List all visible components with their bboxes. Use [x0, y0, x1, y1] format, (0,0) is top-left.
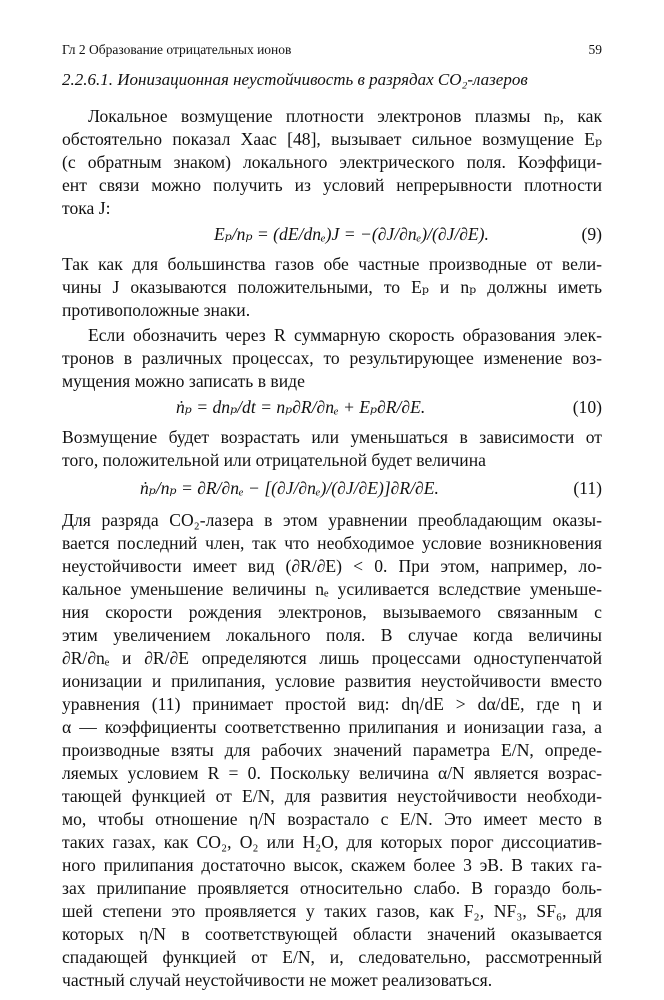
text-line: Для разряда CO₂-лазера в этом уравнении преобладающим оказы- [62, 510, 602, 530]
text-line: Локальное возмущение плотности электронов плазмы nₚ, как [88, 106, 602, 126]
equation-11-number: (11) [573, 478, 602, 498]
text-line: тающей функцией от E/N, для развития неустойчивости необходи- [62, 786, 602, 806]
text-line: частный случай неустойчивости не может реализоваться. [62, 970, 493, 990]
chapter-title: Гл 2 Образование отрицательных ионов [62, 42, 292, 57]
page-number: 59 [588, 42, 602, 57]
text-line: ния скорости рождения электронов, вызываемого связанным с [62, 602, 602, 622]
equation-10: ṅₚ = dnₚ/dt = nₚ∂R/∂nₑ + Eₚ∂R/∂E. [176, 397, 426, 417]
text-line: мо, чтобы отношение η/N возрастало с E/N. Это имеет место в [62, 809, 602, 829]
text-line: Возмущение будет возрастать или уменьшаться в зависимости от [62, 427, 602, 447]
text-line: производные взяты для рабочих значений параметра E/N, опреде- [62, 740, 602, 760]
text-line: таких газах, как CO₂, O₂ или H₂O, для которых порог диссоциатив- [62, 832, 602, 852]
text-line: (с обратным знаком) локального электрического поля. Коэффици- [62, 152, 602, 172]
text-line: неустойчивости имеет вид (∂R/∂E) < 0. При этом, например, ло- [62, 556, 602, 576]
text-line: кальное уменьшение величины nₑ усиливается вследствие уменьше- [62, 579, 602, 599]
text-line: ного прилипания достаточно высок, скажем более 3 эВ. В таких га- [62, 855, 602, 875]
text-line: Так как для большинства газов обе частные производные от вели- [62, 254, 602, 274]
text-line: уравнения (11) принимает простой вид: dη/dE > dα/dE, где η и [62, 694, 602, 714]
text-line: ∂R/∂nₑ и ∂R/∂E определяются лишь процессами одноступенчатой [62, 648, 602, 668]
text-line: того, положительной или отрицательной будет величина [62, 450, 486, 470]
text-line: зах прилипание проявляется относительно слабо. В гораздо боль- [62, 878, 602, 898]
text-line: тока J: [62, 198, 111, 218]
text-line: чины J оказываются положительными, то Eₚ и nₚ должны иметь [62, 277, 602, 297]
text-line: мущения можно записать в виде [62, 371, 305, 391]
running-header [62, 42, 602, 58]
section-title: 2.2.6.1. Ионизационная неустойчивость в разрядах CO₂-лазеров [62, 70, 528, 89]
text-line: ионизации и прилипания, условие развития неустойчивости вместо [62, 671, 602, 691]
text-line: этим увеличением локального поля. В случае когда величины [62, 625, 602, 645]
text-line: шей степени это проявляется у таких газов, как F₂, NF₃, SF₆, для [62, 901, 602, 921]
equation-10-number: (10) [572, 397, 602, 417]
text-line: Если обозначить через R суммарную скорость образования элек- [88, 325, 602, 345]
text-line: обстоятельно показал Хаас [48], вызывает сильное возмущение Eₚ [62, 129, 602, 149]
text-line: вается последний член, так что необходимое условие возникновения [62, 533, 602, 553]
equation-9-number: (9) [581, 224, 602, 244]
text-line: противоположные знаки. [62, 300, 251, 320]
text-line: ент связи можно получить из условий непрерывности плотности [62, 175, 602, 195]
text-line: α — коэффициенты соответственно прилипания и ионизации газа, а [62, 717, 602, 737]
equation-9: Eₚ/nₚ = (dE/dnₑ)J = −(∂J/∂nₑ)/(∂J/∂E). [214, 224, 489, 244]
text-line: которых η/N в соответствующей области значений оказывается [62, 924, 602, 944]
equation-11: ṅₚ/nₚ = ∂R/∂nₑ − [(∂J/∂nₑ)/(∂J/∂E)]∂R/∂E. [140, 478, 439, 498]
text-line: спадающей функцией от E/N, и, следовательно, рассмотренный [62, 947, 602, 967]
text-line: тронов в различных процессах, то результирующее изменение воз- [62, 348, 602, 368]
text-line: ляемых условием R = 0. Поскольку величина α/N является возрас- [62, 763, 602, 783]
